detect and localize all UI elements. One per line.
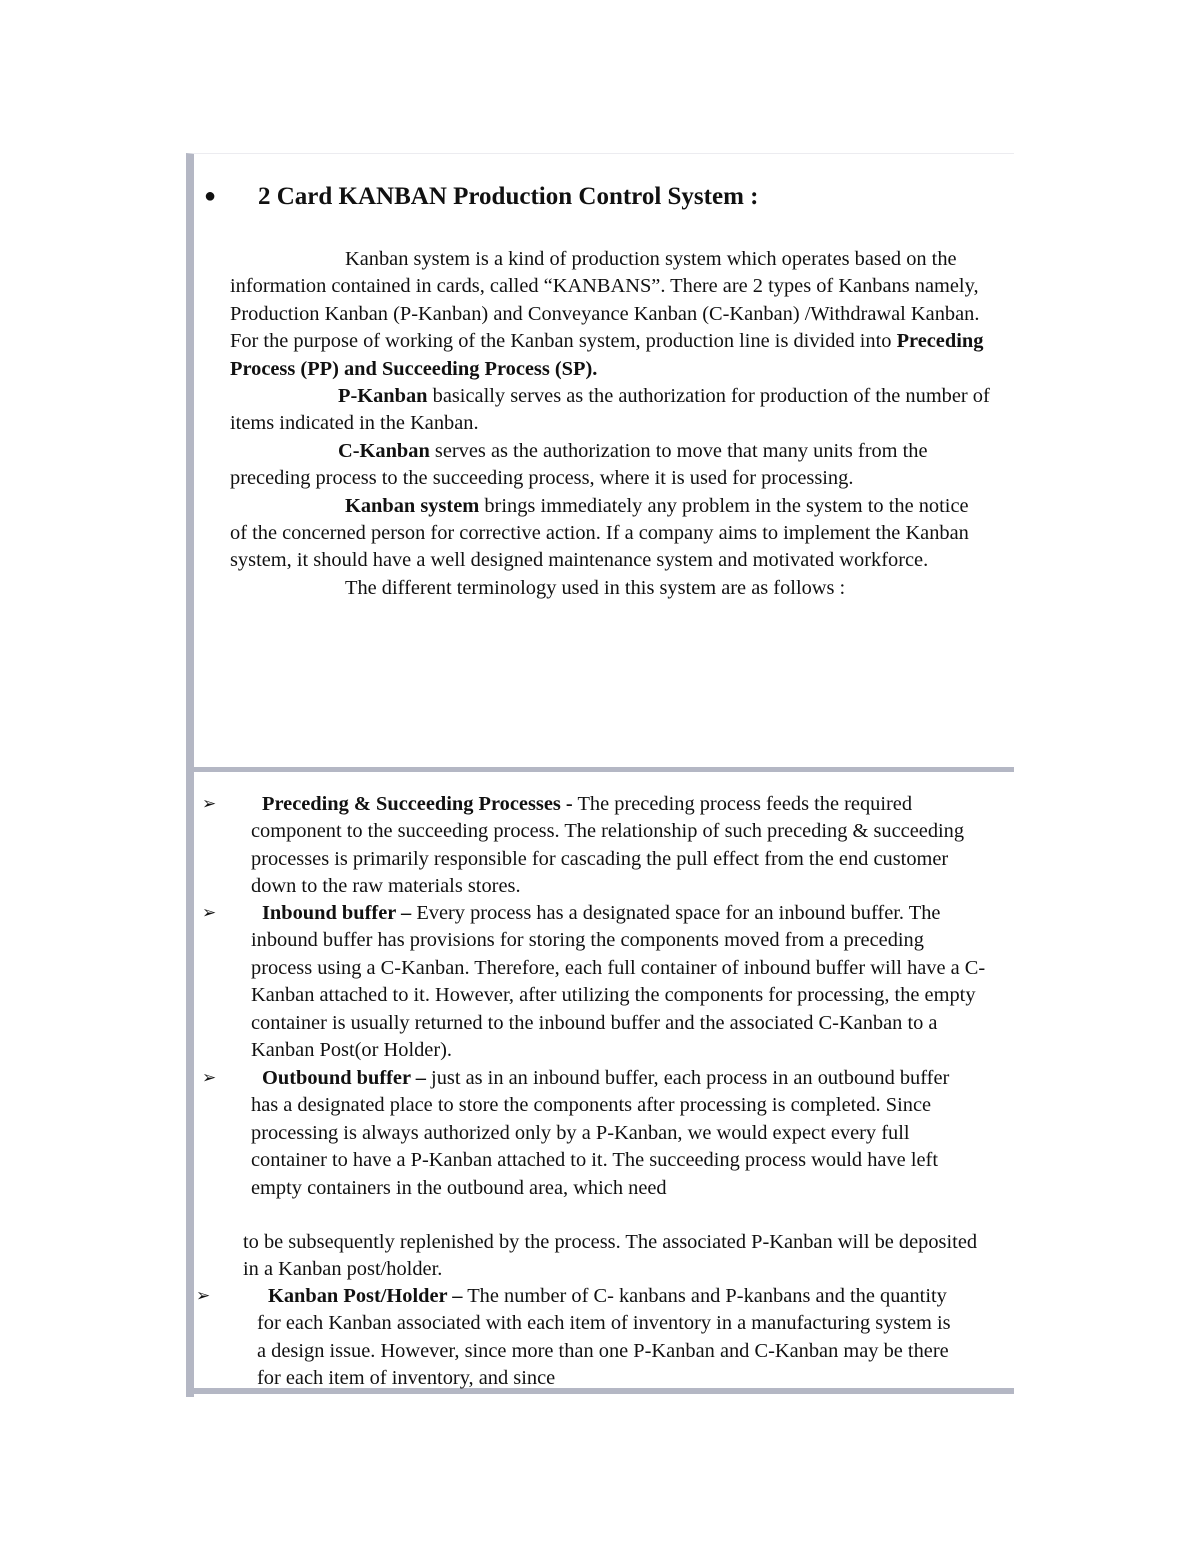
term-label: Inbound buffer – [262, 902, 412, 924]
arrow-bullet-icon: ➢ [196, 1286, 211, 1306]
arrow-bullet-icon: ➢ [202, 903, 217, 923]
term-description: The preceding process feeds the required component to the succeeding process. The relationship of such preceding & succeeding processes is primarily responsible for cascading the pull effect from the end customer down to the raw materials stores. [251, 793, 965, 898]
term-description: just as in an inbound buffer, each process in an outbound buffer has a designated place to store the components after processing is completed. Since processing is always authorized only by a P-Kanban, we would expect every full container to have a P-Kanban attached to it. The succeeding process would have left empty containers in the outbound area, which need [251, 1067, 950, 1199]
arrow-bullet-icon: ➢ [202, 794, 217, 814]
list-item [251, 791, 991, 901]
bold-term: Preceding Process (PP) and Succeeding Process (SP). [230, 330, 984, 380]
c-kanban-paragraph [230, 438, 990, 493]
bullet-icon: ● [204, 185, 217, 207]
bold-term: Kanban system [345, 494, 480, 517]
arrow-bullet-icon: ➢ [202, 1068, 217, 1088]
p-kanban-paragraph [230, 383, 990, 438]
term-label: Outbound buffer – [262, 1067, 426, 1089]
terminology-intro: The different terminology used in this system are as follows : [345, 576, 846, 599]
term-description: Every process has a designated space for an inbound buffer. The inbound buffer has provisions for storing the components moved from a preceding process using a C-Kanban. Therefore, each full container of inbound buffer will have a C-Kanban attached to it. However, after utilizing the components for processing, the empty container is usually returned to the inbound buffer and the associated C-Kanban to a Kanban Post(or Holder). [251, 902, 986, 1062]
paragraph-text: serves as the authorization to move that many units from the preceding process to the succeeding process, where it is used for processing. [230, 439, 928, 490]
term-label: Kanban Post/Holder – [268, 1285, 463, 1307]
bold-term: P-Kanban [338, 385, 428, 408]
list-item-continuation: to be subsequently replenished by the process. The associated P-Kanban will be deposited in a Kanban post/holder. [243, 1231, 978, 1281]
paragraph-text: basically serves as the authorization for production of the number of items indicated in the Kanban. [230, 385, 990, 435]
page-title [204, 178, 758, 215]
list-item [251, 1065, 981, 1202]
intro-section [230, 246, 990, 602]
paragraph-text: brings immediately any problem in the system to the notice of the concerned person for corrective action. If a company aims to implement the Kanban system, it should have a well designed maintenance system and motivated workforce. [230, 494, 969, 572]
term-description: The number of C- kanbans and P-kanbans and the quantity for each Kanban associated with each item of inventory in a manufacturing system is a design issue. However, since more than one P-Kanban and C-Kanban may be there for each item of inventory, and since [257, 1285, 951, 1390]
list-item [251, 900, 986, 1064]
bold-term: C-Kanban [338, 439, 430, 462]
list-item [257, 1283, 957, 1393]
kanban-system-paragraph [230, 493, 990, 575]
title-text: 2 Card KANBAN Production Control System : [258, 183, 759, 210]
intro-paragraph [230, 246, 990, 383]
term-label: Preceding & Succeeding Processes - [262, 793, 573, 815]
paragraph-text: Kanban system is a kind of production system which operates based on the information contained in cards, called “KANBANS”. There are 2 types of Kanbans namely, Production Kanban (P-Kanban) and Conveyance Kanban (C-Kanban) /Withdrawal Kanban. For the purpose of working of the Kanban system, production line is divided into [230, 248, 980, 353]
section-divider [186, 767, 1014, 772]
